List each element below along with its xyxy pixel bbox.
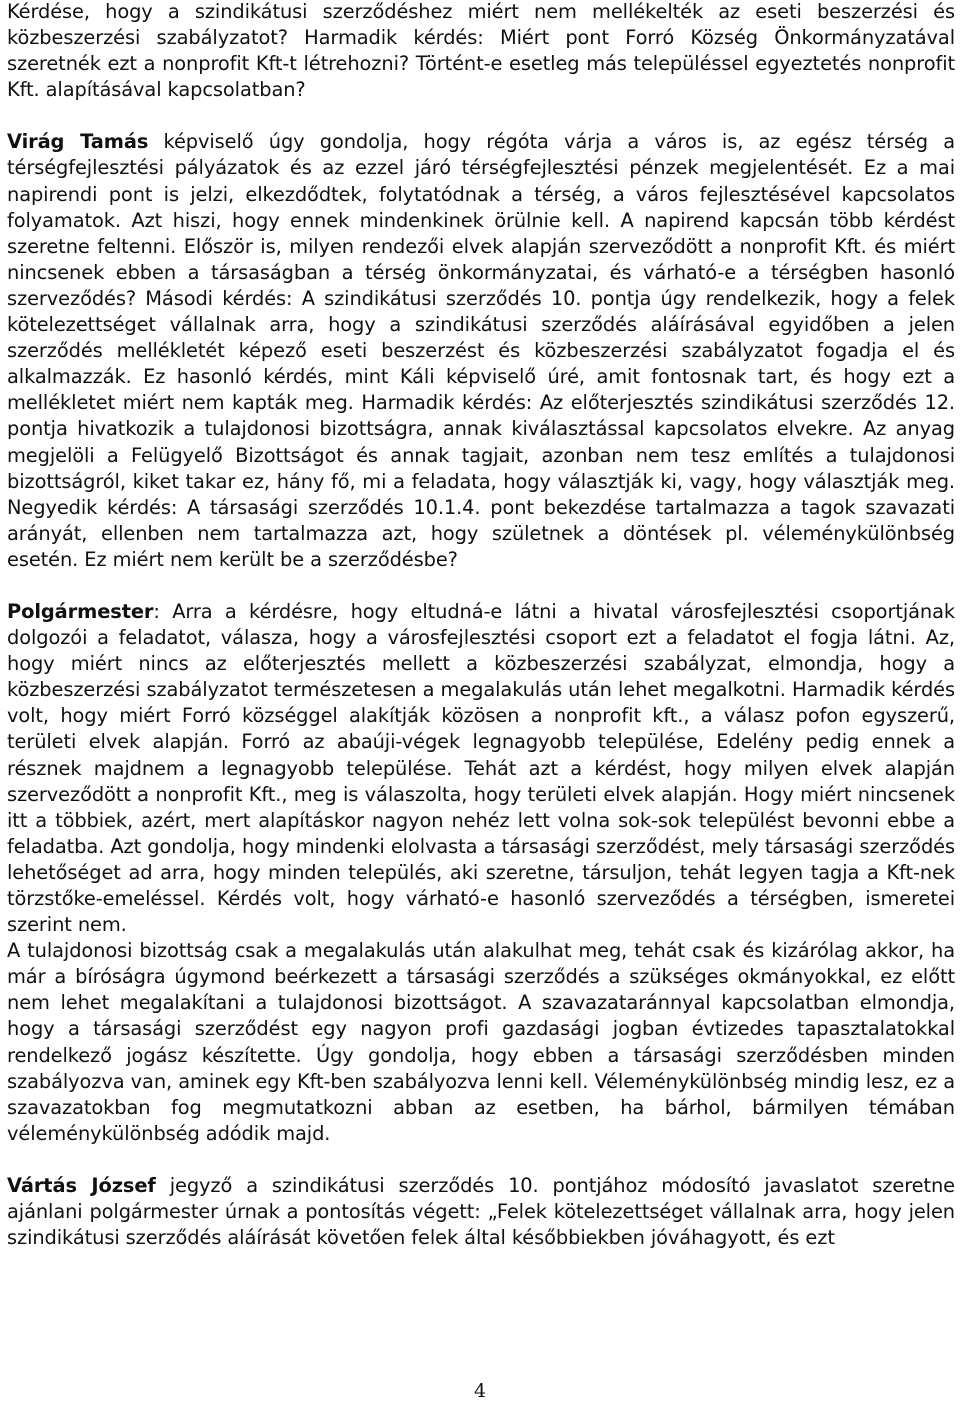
paragraph-gap <box>7 103 955 129</box>
paragraph-gap <box>7 1147 955 1173</box>
paragraph-virag-tamas <box>7 129 955 573</box>
paragraph-text: Kérdése, hogy a szindikátusi szerződéshez miért nem mellékelték az eseti beszerzési és közbeszerzési szabályzatot? Harmadik kérdés: Miért pont Forró Község Önkormányzatával szeretnék ezt a nonprofit Kft-t létrehozni? Történt-e esetleg más településsel egyeztetés nonprofit Kft. alapításával kapcsolatban? <box>7 0 955 102</box>
paragraph-question-continuation <box>7 0 955 103</box>
page-number: 4 <box>473 1380 487 1402</box>
speaker-name: Virág Tamás <box>7 130 149 154</box>
paragraph-tulajdonosi-bizottsag <box>7 938 955 1147</box>
paragraph-text: jegyző a szindikátusi szerződés 10. pontjához módosító javaslatot szeretne ajánlani polgármester úrnak a pontosítás végett: „Felek kötelezettséget vállalnak arra, hogy jelen szindikátusi szerződés aláírását követően felek által későbbiekben jóváhagyott, és ezt <box>7 1173 955 1250</box>
paragraph-polgarmester <box>7 599 955 938</box>
paragraph-text: képviselő úgy gondolja, hogy régóta várja a város is, az egész térség a térségfejlesztési pályázatok és az ezzel járó térségfejlesztési pénzek megjelentését. Ez a mai napirendi pont is jelzi, elkezdődtek, folytatódnak a térség, a város fejlesztésével kapcsolatos folyamatok. Azt hiszi, hogy ennek mindenkinek örülnie kell. A napirend kapcsán több kérdést szeretne feltenni. Először is, milyen rendezői elvek alapján szerveződött a nonprofit Kft. és miért nincsenek ebben a társaságban a térség önkormányzatai, és várható-e a térségben hasonló szerveződés? Másodi kérdés: A szindikátusi szerződés 10. pontja úgy rendelkezik, hogy a felek kötelezettséget vállalnak arra, hogy a szindikátusi szerződés aláírásával egyidőben a jelen szerződés mellékletét képező eseti beszerzést és közbeszerzési szabályzatot fogadja el és alkalmazzák. Ez hasonló kérdés, mint Káli képviselő úré, amit fontosnak tart, és hogy ezt a mellékletet miért nem kapták meg. Harmadik kérdés: Az előterjesztés szindikátusi szerződés 12. pontja hivatkozik a tulajdonosi bizottságra, annak kiválasztással kapcsolatos elvekre. Az anyag megjelöli a Felügyelő Bizottságot és annak tagjait, azonban nem tesz említés a tulajdonosi bizottságról, kiket takar ez, hány fő, mi a feladata, hogy választják ki, vagy, hogy választják meg. Negyedik kérdés: A társasági szerződés 10.1.4. pont bekezdése tartalmazza a tagok szavazati arányát, ellenben nem tartalmazza azt, hogy születnek a döntések pl. véleménykülönbség esetén. Ez miért nem került be a szerződésbe? <box>7 130 955 571</box>
paragraph-text: A tulajdonosi bizottság csak a megalakulás után alakulhat meg, tehát csak és kizárólag akkor, ha már a bíróságra úgymond beérkezett a társasági szerződés a szükséges okmányokkal, ez előtt nem lehet megalakítani a tulajdonosi bizottságot. A szavazataránnyal kapcsolatban elmondja, hogy a társasági szerződést egy nagyon profi gazdasági jogban évtizedes tapasztalatokkal rendelkező jogász készítette. Úgy gondolja, hogy ebben a társasági szerződésben minden szabályozva van, aminek egy Kft-ben szabályozva lenni kell. Véleménykülönbség mindig lesz, ez a szavazatokban fog megmutatkozni abban az esetben, ha bárhol, bármilyen témában véleménykülönbség adódik majd. <box>7 939 955 1145</box>
paragraph-gap <box>7 573 955 599</box>
body-text <box>7 0 955 1251</box>
speaker-name: Polgármester <box>7 599 154 623</box>
speaker-name: Vártás József <box>7 1173 156 1197</box>
paragraph-text: : Arra a kérdésre, hogy eltudná-e látni a hivatal városfejlesztési csoportjának dolgozói a feladatot, válasza, hogy a városfejlesztési csoport ezt a feladatot el fogja látni. Az, hogy miért nincs az előterjesztés mellett a közbeszerzési szabályzat, elmondja, hogy a közbeszerzési szabályzatot természetesen a megalakulás után lehet megalkotni. Harmadik kérdés volt, hogy miért Forró községgel alakítják közösen a nonprofit kft., a válasz pofon egyszerű, területi elvek alapján. Forró az abaúji-végek legnagyobb települése, Edelény pedig ennek a résznek majdnem a legnagyobb települése. Tehát azt a kérdést, hogy milyen elvek alapján szerveződött a nonprofit Kft., meg is válaszolta, hogy területi elvek alapján. Hogy miért nincsenek itt a többiek, azért, mert alapításkor nagyon nehéz lett volna sok-sok települést bevonni ebbe a feladatba. Azt gondolja, hogy mindenki elolvasta a társasági szerződést, mely társasági szerződés lehetőséget ad arra, hogy minden település, aki szeretne, társuljon, tehát legyen tagja a Kft-nek törzstőke-emeléssel. Kérdés volt, hogy várható-e hasonló szerveződés a térségben, ismeretei szerint nem. <box>7 599 955 937</box>
paragraph-vartas-jozsef <box>7 1173 955 1251</box>
